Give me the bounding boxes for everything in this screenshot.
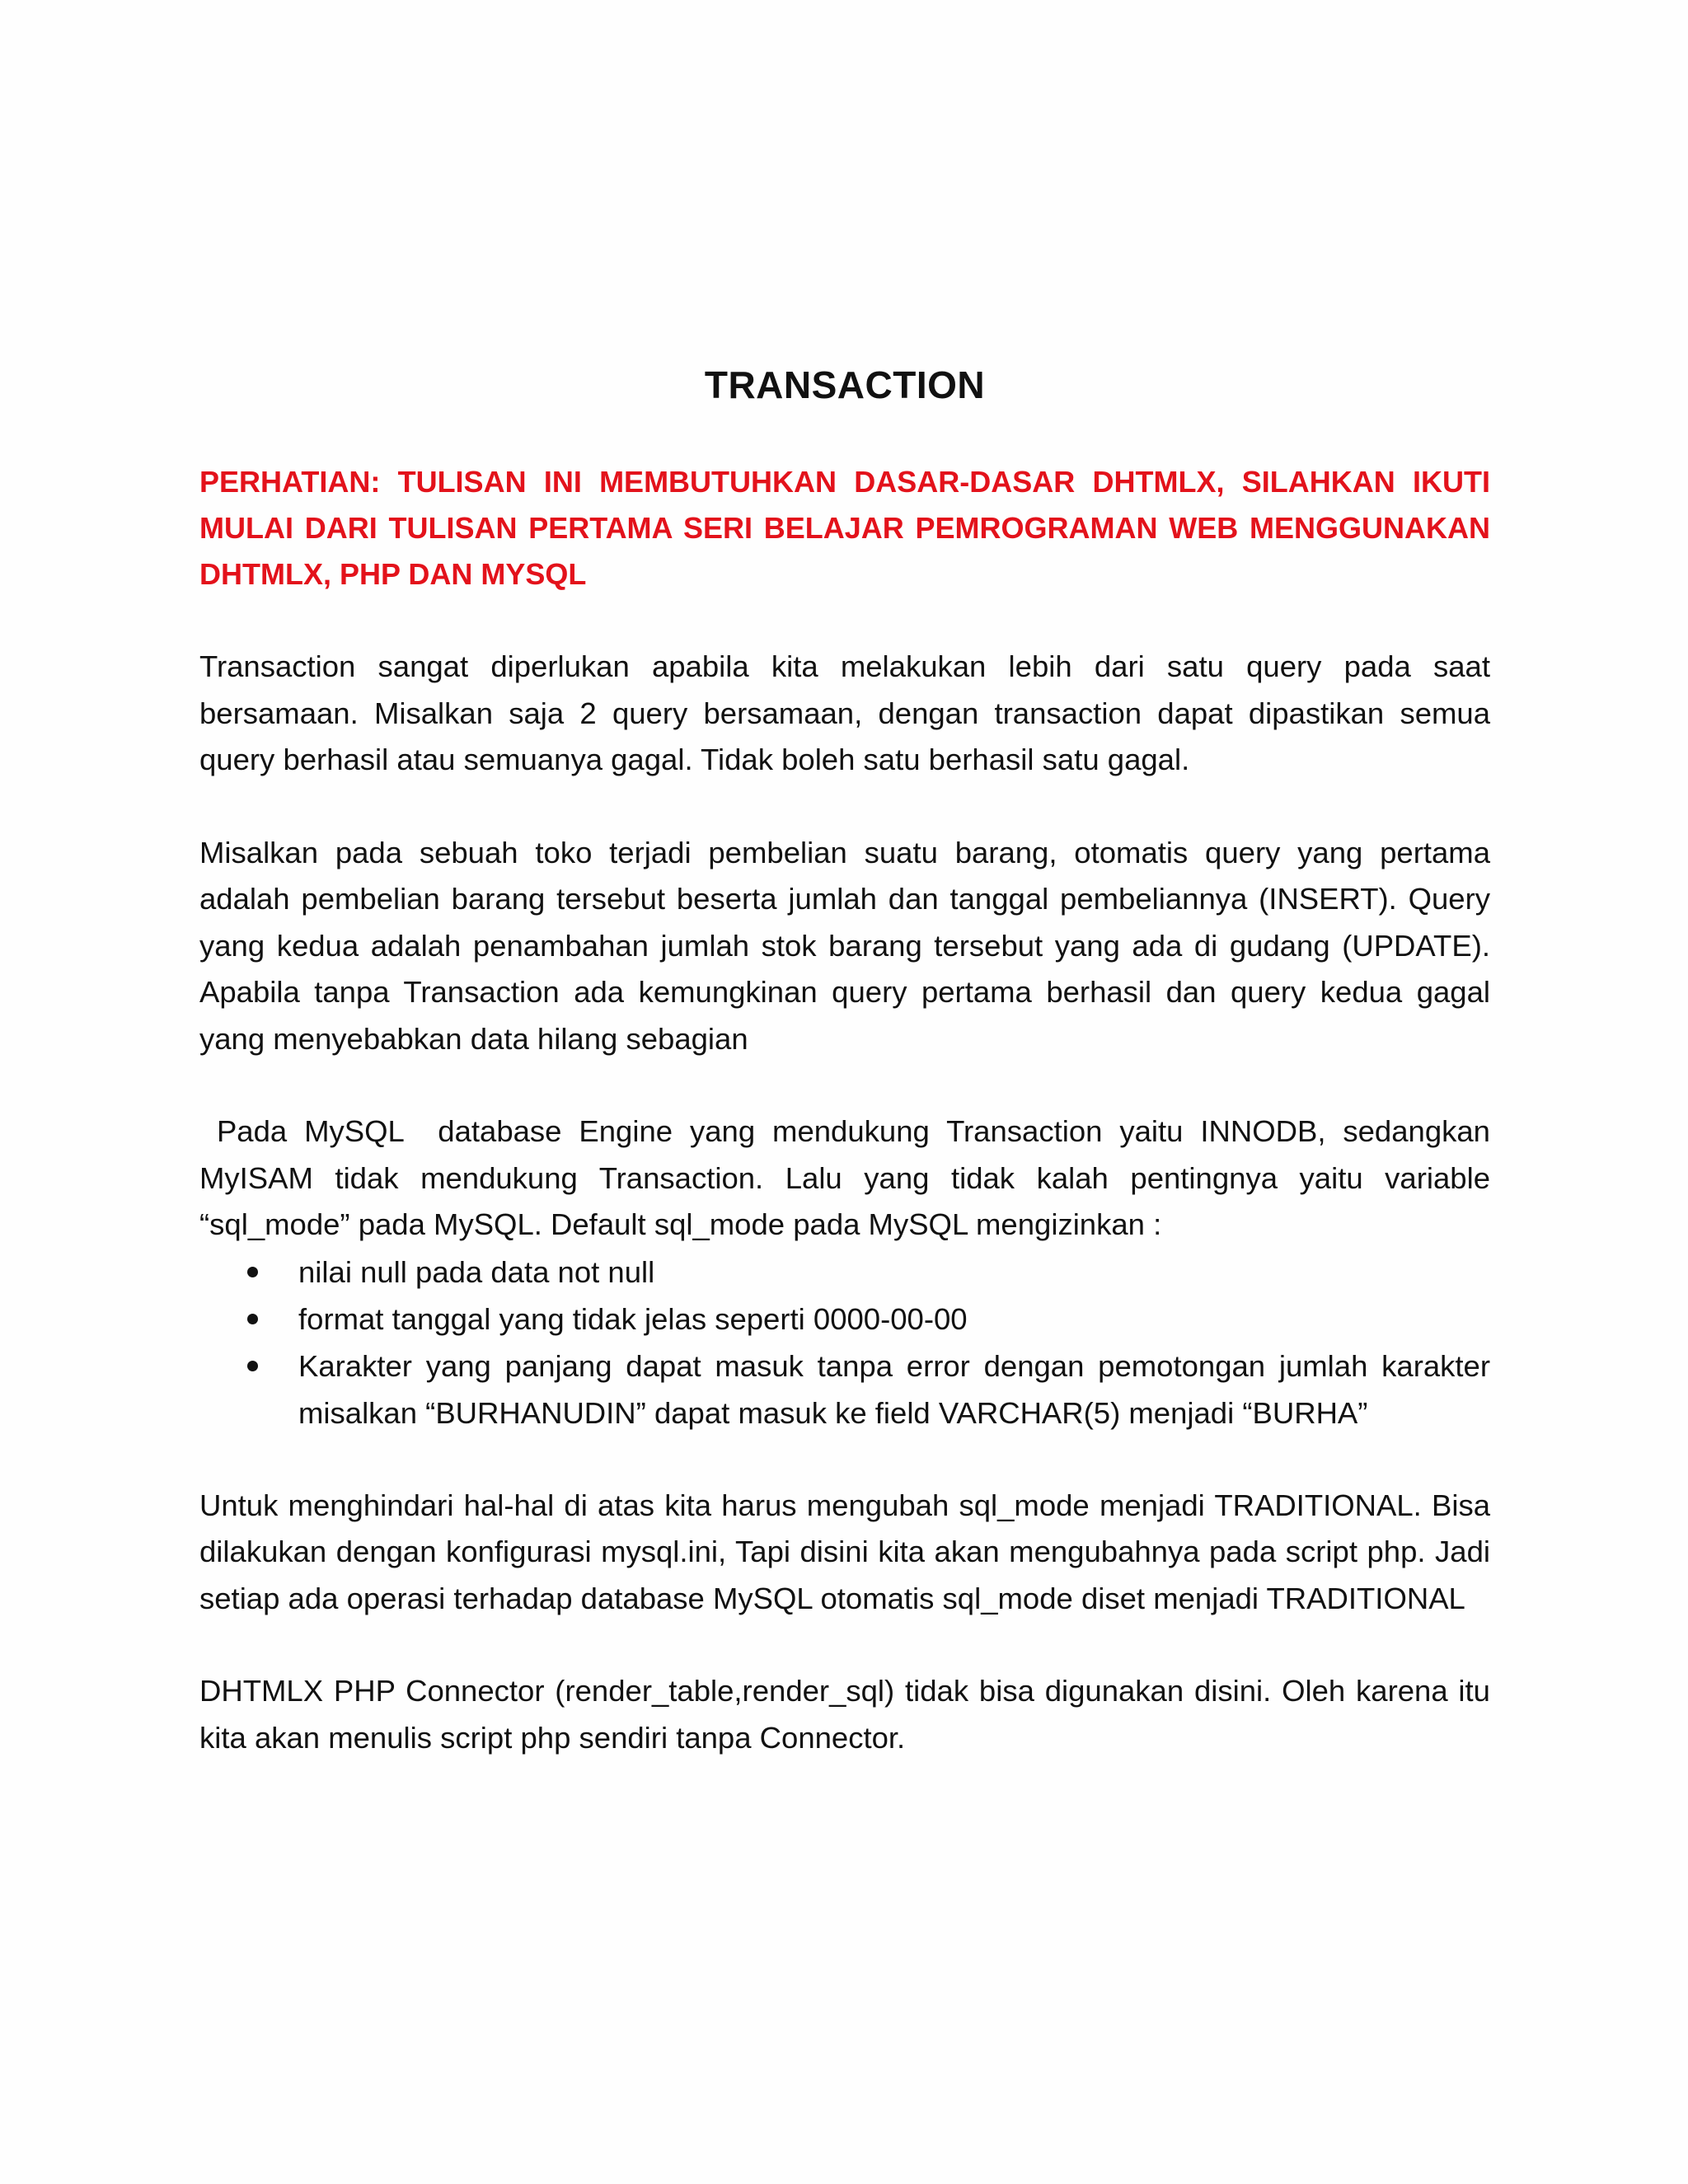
list-item [199,1296,1490,1343]
list-item-text: nilai null pada data not null [298,1254,655,1289]
sql-mode-list [199,1249,1490,1436]
list-item [199,1249,1490,1296]
bullet-icon [247,1361,258,1371]
paragraph-transaction-intro: Transaction sangat diperlukan apabila kita melakukan lebih dari satu query pada saat bersamaan. Misalkan saja 2 query bersamaan, dengan transaction dapat dipastikan semua query berhasil atau semuanya gagal. Tidak boleh satu berhasil satu gagal. [199,649,1490,777]
paragraph-connector-note: DHTMLX PHP Connector (render_table,render_sql) tidak bisa digunakan disini. Oleh karena itu kita akan menulis script php sendiri tanpa Connector. [199,1674,1490,1755]
document-content [199,363,1499,1807]
paragraph-store-example: Misalkan pada sebuah toko terjadi pembelian suatu barang, otomatis query yang pertama adalah pembelian barang tersebut beserta jumlah dan tanggal pembeliannya (INSERT). Query yang kedua adalah penambahan jumlah stok barang tersebut yang ada di gudang (UPDATE). Apabila tanpa Transaction ada kemungkinan query pertama berhasil dan query kedua gagal yang menyebabkan data hilang sebagian [199,835,1490,1056]
list-item-text: format tanggal yang tidak jelas seperti 0000-00-00 [298,1301,968,1336]
list-item-text: Karakter yang panjang dapat masuk tanpa error dengan pemotongan jumlah karakter misalkan “BURHANUDIN” dapat masuk ke field VARCHAR(5) menjadi “BURHA” [298,1348,1490,1430]
paragraph-traditional-mode: Untuk menghindari hal-hal di atas kita harus mengubah sql_mode menjadi TRADITIONAL. Bisa dilakukan dengan konfigurasi mysql.ini, Tapi disini kita akan mengubahnya pada script php. Jadi setiap ada operasi terhadap database MySQL otomatis sql_mode diset menjadi TRADITIONAL [199,1488,1490,1615]
warning-notice: PERHATIAN: TULISAN INI MEMBUTUHKAN DASAR-DASAR DHTMLX, SILAHKAN IKUTI MULAI DARI TULISAN PERTAMA SERI BELAJAR PEMROGRAMAN WEB MENGGUNAKAN DHTMLX, PHP DAN MYSQL [199,465,1490,592]
bullet-icon [247,1314,258,1324]
list-item [199,1343,1490,1436]
bullet-icon [247,1267,258,1277]
document-title: TRANSACTION [704,363,986,406]
paragraph-mysql-engine: Pada MySQL database Engine yang mendukung Transaction yaitu INNODB, sedangkan MyISAM tidak mendukung Transaction. Lalu yang tidak kalah pentingnya yaitu variable “sql_mode” pada MySQL. Default sql_mode pada MySQL mengizinkan : [199,1114,1499,1242]
